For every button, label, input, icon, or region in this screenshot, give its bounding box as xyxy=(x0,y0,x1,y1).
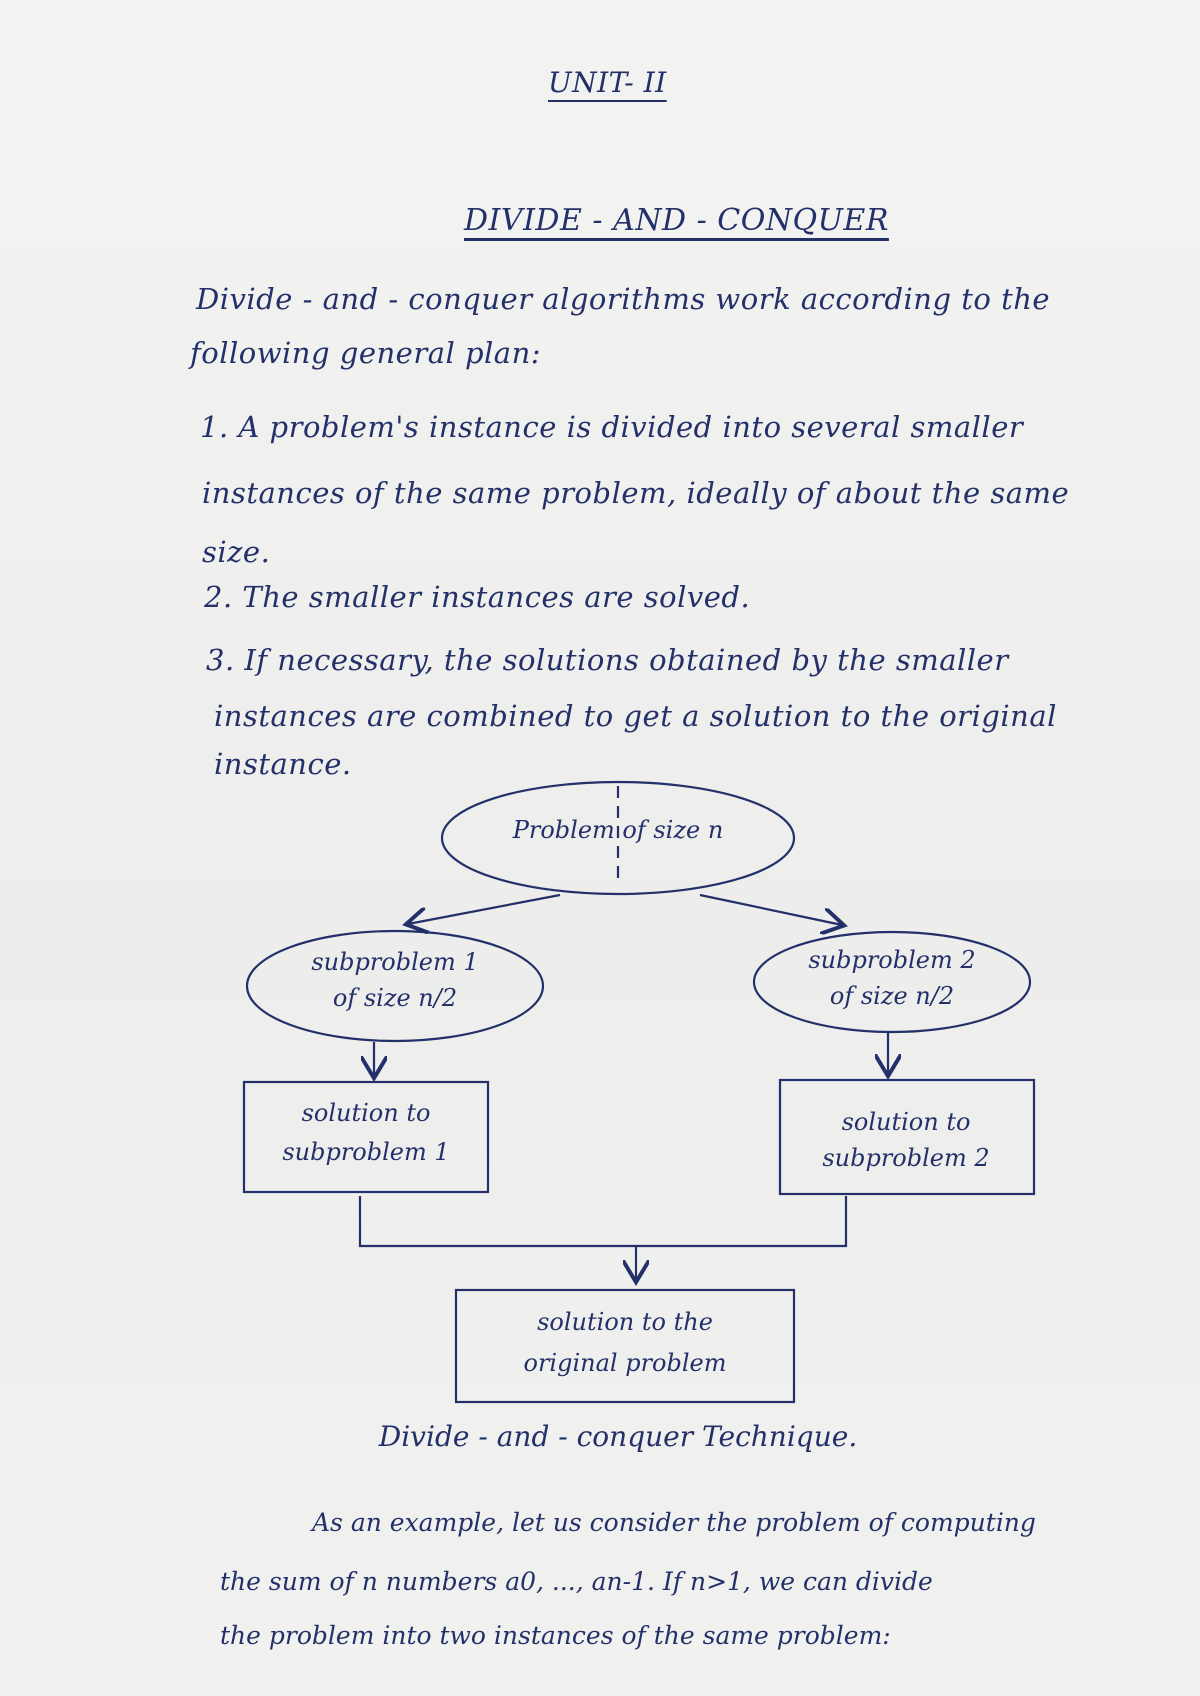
step-1-line-3: size. xyxy=(202,535,271,569)
final-solution-line-2: original problem xyxy=(523,1349,727,1377)
final-solution-box xyxy=(456,1290,794,1402)
final-solution-line-1: solution to the xyxy=(537,1308,713,1336)
example-line-1: As an example, let us consider the problem of computing xyxy=(312,1508,1036,1537)
step-3-line-3: instance. xyxy=(214,747,352,781)
subproblem-2-line-1: subproblem 2 xyxy=(808,946,976,974)
solution-2-line-2: subproblem 2 xyxy=(822,1144,990,1172)
subproblem-1-line-1: subproblem 1 xyxy=(311,948,479,976)
arrow-root-to-sub2 xyxy=(700,895,842,925)
subproblem-2-line-2: of size n/2 xyxy=(829,982,955,1010)
step-3-line-2: instances are combined to get a solution to the original xyxy=(214,699,1057,733)
topic-title: DIVIDE - AND - CONQUER xyxy=(464,203,889,238)
step-2: 2. The smaller instances are solved. xyxy=(204,580,751,614)
step-1-line-2: instances of the same problem, ideally of about the same xyxy=(202,476,1070,510)
subproblem-1-line-2: of size n/2 xyxy=(332,984,458,1012)
combine-connector xyxy=(360,1196,846,1246)
example-line-3: the problem into two instances of the same problem: xyxy=(220,1621,891,1650)
unit-title: UNIT- II xyxy=(548,66,667,99)
solution-1-line-2: subproblem 1 xyxy=(282,1138,450,1166)
arrow-root-to-sub1 xyxy=(408,895,560,924)
intro-line-1: Divide - and - conquer algorithms work according to the xyxy=(196,282,1051,316)
step-1-line-1: 1. A problem's instance is divided into several smaller xyxy=(200,410,1024,444)
intro-line-2: following general plan: xyxy=(190,336,542,370)
solution-2-line-1: solution to xyxy=(841,1108,971,1136)
solution-2-box xyxy=(780,1080,1034,1194)
step-3-line-1: 3. If necessary, the solutions obtained by the smaller xyxy=(206,643,1009,677)
root-problem-label: Problem of size n xyxy=(512,816,724,844)
diagram-caption: Divide - and - conquer Technique. xyxy=(378,1420,858,1453)
example-line-2: the sum of n numbers a0, ..., an-1. If n>1, we can divide xyxy=(220,1567,933,1596)
solution-1-line-1: solution to xyxy=(301,1099,431,1127)
